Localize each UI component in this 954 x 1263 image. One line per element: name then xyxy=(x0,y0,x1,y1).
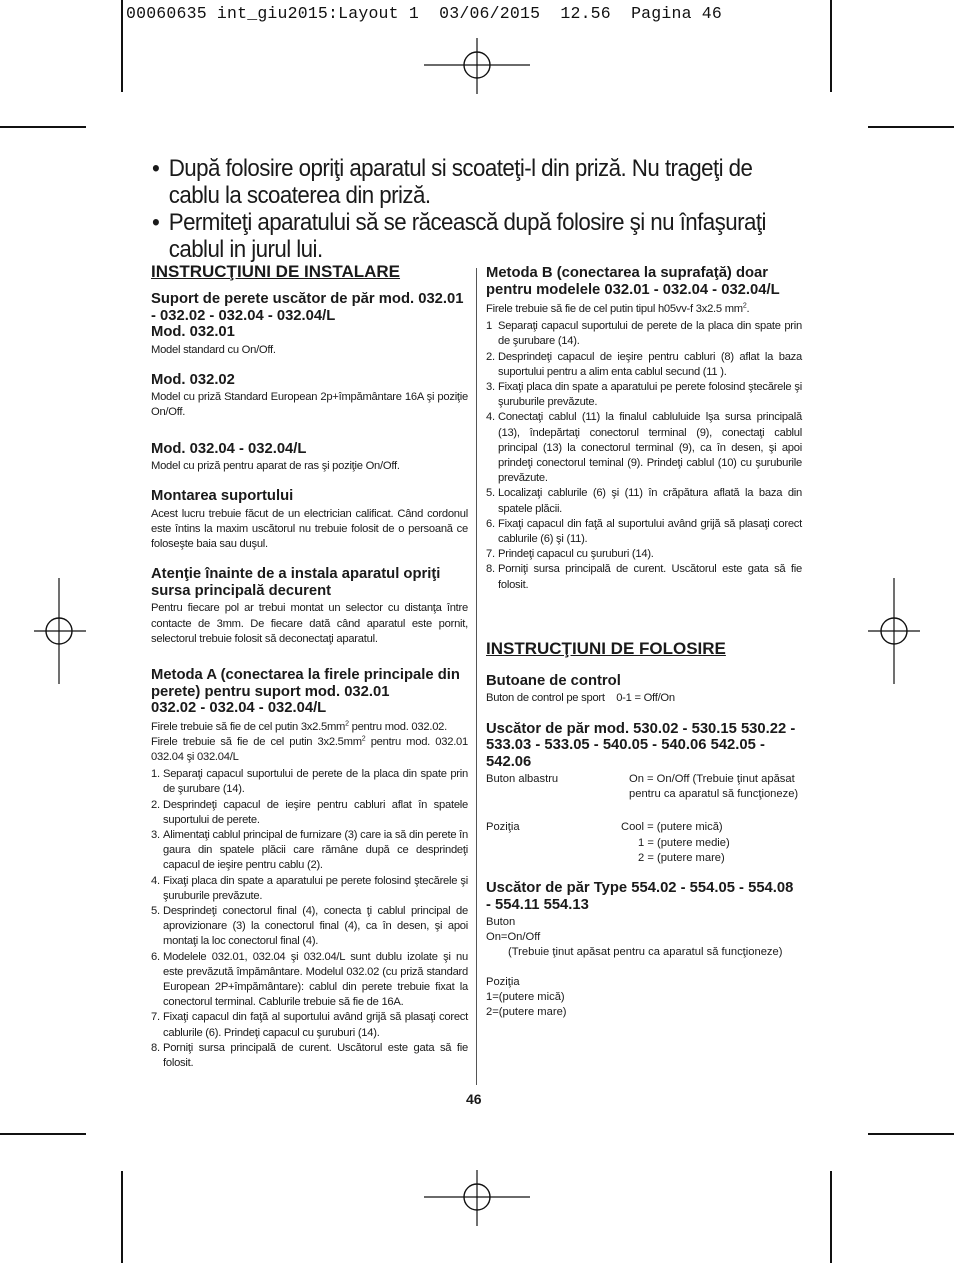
list-item: 3. Fixaţi placa din spate a aparatului pe perete folosind ştecărele şi şuruburile prevăzute. xyxy=(486,381,802,409)
installation-title: INSTRUCŢIUNI DE INSTALARE xyxy=(151,262,401,281)
mod2-text: Model cu priză Standard European 2p+împământare 16A şi poziţie On/Off. xyxy=(151,391,468,419)
list-item: 8. Porniţi sursa principală de curent. Uscătorul este gata să fie folosit. xyxy=(151,1041,468,1069)
mod1-title: Mod. 032.01 xyxy=(151,324,235,340)
dryer2-button-label: Buton xyxy=(486,916,516,929)
dryer2-position-high: 2=(putere mare) xyxy=(486,1006,567,1019)
warning-bullets xyxy=(152,155,784,263)
crop-mark-top-left-h xyxy=(0,126,86,128)
list-item: 6. Modelele 032.01, 032.04 şi 032.04/L sunt dublu izolate şi nu este prevăzută împământare. Modelul 032.02 (cu priză standard European 2P+împământare): cablul din perete trebuie fixat la conectorul terminal. Cablurile trebuie să fie de 16A. xyxy=(151,950,468,1009)
list-item: 4. Fixaţi placa din spate a aparatului pe perete folosind ştecărele şi şuruburile prevăzute. xyxy=(151,874,468,902)
crop-mark-bottom-left-v xyxy=(121,1171,123,1263)
crop-mark-top-left-v xyxy=(121,0,123,92)
bullet-text: Permiteţi aparatului să se răcească după folosire şi nu înfaşuraţi cablul in jurul lui. xyxy=(168,209,766,263)
list-item: 4. Conectaţi cablul (11) la finalul cabluluide lşa sursa principală (13), îndepărtaţi conectorul terminal (9), conectaţi cablul principal (13) la conectorul terminal (9), ca în desen, şi apoi prindeţi conectorul teminal (9). Prindeţi cablul (10) cu şuruburile prevăzute. xyxy=(486,411,802,485)
controls-text: Buton de control pe sport 0-1 = Off/On xyxy=(486,692,675,705)
dryer2-position-label: Poziţia xyxy=(486,975,520,988)
dryer1-title: Uscător de păr mod. 530.02 - 530.15 530.22 - 533.03 - 533.05 - 540.05 - 540.06 542.05 - 542.06 xyxy=(486,720,796,770)
mod3-title: Mod. 032.04 - 032.04/L xyxy=(151,440,307,457)
dryer1-button-label: Buton albastru xyxy=(486,773,559,786)
list-item: 6. Fixaţi capacul din faţă al suportului având grijă să plasaţi corect cablurile (6) şi (11). xyxy=(486,517,802,546)
dryer2-position-low: 1=(putere mică) xyxy=(486,990,565,1003)
bullet-dot-icon: • xyxy=(152,155,160,182)
bullet-text: După folosire opriţi aparatul si scoateţi-l din priză. Nu trageţi de cablu la scoaterea din priză. xyxy=(168,155,753,209)
right-column xyxy=(486,262,802,1020)
dryer1-position-values: Cool = (putere mică) 1 = (putere medie) 2 = (putere mare) xyxy=(621,821,730,864)
method-a-steps xyxy=(151,767,468,1071)
crop-mark-bottom-right-v xyxy=(830,1171,832,1263)
method-a-wire-note-1: Firele trebuie să fie de cel putin $3x2.5mm^2$ pentru mod. 032.02. xyxy=(151,719,447,733)
registration-mark-bottom-icon xyxy=(424,1170,530,1226)
page-number: 46 xyxy=(466,1091,482,1107)
warning-title: Atenţie înainte de a instala aparatul opriţi sursa principală decurent xyxy=(151,566,441,599)
dryer2-button-value: On=On/Off xyxy=(486,931,541,944)
method-a-wire-note-2: Firele trebuie să fie de cel putin $3x2.5mm^2$ pentru mod. 032.01 032.04 şi 032.04/L xyxy=(151,735,468,763)
usage-title: INSTRUCŢIUNI DE FOLOSIRE xyxy=(486,638,726,658)
dryer1-position-label: Poziţia xyxy=(486,821,520,834)
crop-mark-bottom-right-h xyxy=(868,1133,954,1135)
controls-title: Butoane de control xyxy=(486,672,621,689)
dryer2-note: (Trebuie ţinut apăsat pentru ca aparatul să funcţioneze) xyxy=(508,946,783,959)
crop-mark-top-right-h xyxy=(868,126,954,128)
list-item: 3. Alimentaţi cablul principal de furnizare (3) care ia să din perete în gaura din spatele plăcii care rămâne după ce desprindeţi capacul de ieşire pentru cablu (2). xyxy=(151,828,468,872)
mount-text: Acest lucru trebuie făcut de un electrician calificat. Când cordonul este întins la maxim uscătorul nu trebuie folosit de o persoană ce foloseşte baia sau duşul. xyxy=(151,507,468,551)
support-title: Suport de perete uscător de păr mod. 032.01 - 032.02 - 032.04 - 032.04/L xyxy=(151,291,464,324)
print-slug-line: 00060635 int_giu2015:Layout 1 03/06/2015 12.56 Pagina 46 xyxy=(126,4,722,23)
list-item: 7. Prindeţi capacul cu şuruburi (14). xyxy=(486,548,654,561)
list-item: 7. Fixaţi capacul din faţă al suportului având grijă să plasaţi corect cablurile (6). Prindeţi capacul cu şuruburi (14). xyxy=(151,1011,468,1039)
bullet-dot-icon: • xyxy=(152,209,160,236)
registration-mark-right-icon xyxy=(868,578,920,684)
mod3-text: Model cu priză pentru aparat de ras şi poziţie On/Off. xyxy=(151,460,400,473)
crop-mark-bottom-left-h xyxy=(0,1133,86,1135)
list-item: 2. Desprindeţi capacul de ieşire pentru cabluri aflat în spatele suportului de perete. xyxy=(151,798,468,826)
dryer1-button-row xyxy=(486,772,802,802)
mount-title: Montarea suportului xyxy=(151,488,294,505)
list-item: 5. Localizaţi cablurile (6) şi (11) în crăpătura aflată la baza din spatele plăcii. xyxy=(486,487,802,515)
method-b-title: Metoda B (conectarea la suprafaţă) doar pentru modelele 032.01 - 032.04 - 032.04/L xyxy=(486,265,780,298)
registration-mark-left-icon xyxy=(34,578,86,684)
dryer2-title: Uscător de păr Type 554.02 - 554.05 - 554.08 - 554.11 554.13 xyxy=(486,880,794,913)
method-a-title-models: 032.02 - 032.04 - 032.04/L xyxy=(151,700,327,717)
bullet-item xyxy=(152,155,784,209)
dryer1-button-value: On = On/Off (Trebuie ţinut apăsat pentru ca aparatul să funcţioneze) xyxy=(629,773,799,801)
list-item: 1 Separaţi capacul suportului de perete de la placa din spate prin de şurubare (14). xyxy=(486,320,802,348)
registration-mark-top-icon xyxy=(424,38,530,94)
warning-text: Pentru fiecare pol ar trebui montat un selector cu distanţa între contacte de 3mm. De fiecare dată când aparatul este pornit, selectorul trebuie folosit să deconectaţi aparatul. xyxy=(151,602,468,645)
method-a-title: Metoda A (conectarea la firele principale din perete) pentru suport mod. 032.01 xyxy=(151,667,460,700)
mod1-text: Model standard cu On/Off. xyxy=(151,343,276,356)
left-column xyxy=(151,262,468,1071)
method-b-wire-note: Firele trebuie să fie de cel putin tipul h05vv-f 3x2.5 $mm^2$. xyxy=(486,302,750,315)
list-item: 1. Separaţi capacul suportului de perete de la placa din spate prin de şurubare (14). xyxy=(151,768,468,796)
list-item: 8. Porniţi sursa principală de curent. Uscătorul este gata să fie folosit. xyxy=(486,563,802,591)
list-item: 2. Desprindeţi capacul de ieşire pentru cabluri (8) aflat la baza suportului pentru a alim enta cablul secund (11 ). xyxy=(486,350,802,378)
mod2-title: Mod. 032.02 xyxy=(151,371,235,388)
crop-mark-top-right-v xyxy=(830,0,832,92)
method-b-steps xyxy=(486,319,802,593)
list-item: 5. Desprindeţi conectorul final (4), conecta ţi cablul principal de aprovizionare (3) la conectorul final (4), ca în desen, şi apoi montaţi la loc conectorul final (4). xyxy=(151,904,468,948)
dryer1-position-row xyxy=(486,820,802,866)
bullet-item xyxy=(152,209,784,263)
column-divider xyxy=(476,268,477,1085)
